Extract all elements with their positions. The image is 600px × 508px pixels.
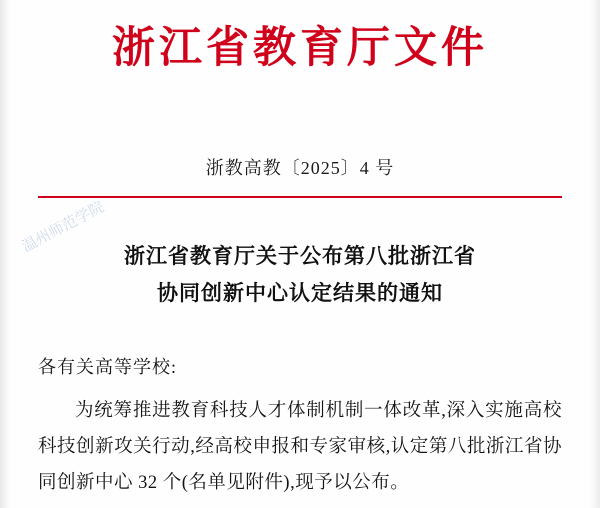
document-number: 浙教高教〔2025〕4 号 (205, 157, 395, 178)
document-header-title: 浙江省教育厅文件 (112, 23, 488, 73)
page-title-line-2: 协同创新中心认定结果的通知 (157, 279, 443, 305)
header-divider-rule (38, 196, 562, 198)
body-paragraph: 为统筹推进教育科技人才体制机制一体改革,深入实施高校科技创新攻关行动,经高校申报和专家审核,认定第八批浙江省协同创新中心 32 个(名单见附件),现予以公布。 (38, 401, 562, 494)
salutation: 各有关高等学校: (38, 357, 178, 378)
watermark: 温州师范学院 (19, 199, 107, 256)
page-title-line-1: 浙江省教育厅关于公布第八批浙江省 (124, 242, 476, 268)
document-header (0, 0, 600, 76)
page-title (0, 238, 600, 312)
